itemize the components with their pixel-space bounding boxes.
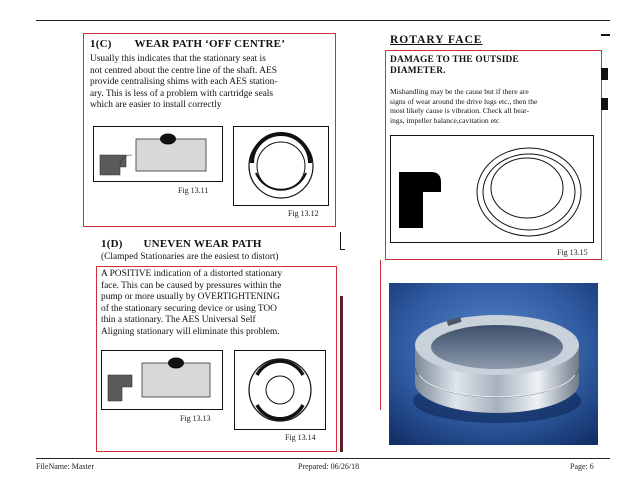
off-centre-ring-drawing [234, 127, 328, 205]
section-d-text [101, 269, 332, 339]
rotary-line: Mishandling may be the cause but if there are [390, 87, 529, 96]
section-c-line: not centred about the centre line of the shaft. AES [90, 65, 277, 76]
section-c-heading [90, 38, 330, 50]
fig-13-12-diagram [233, 126, 329, 206]
section-d-line: pump or more usually by OVERTIGHTENING [101, 292, 280, 303]
fig-13-15-diagram [390, 135, 594, 243]
edge-marker-mid [601, 98, 608, 110]
connector-line [380, 260, 381, 410]
footer-page: Page: 6 [570, 462, 594, 471]
fig-13-13-diagram [101, 350, 223, 410]
section-c-title: WEAR PATH ‘OFF CENTRE’ [134, 38, 286, 50]
dash-mark [601, 34, 610, 36]
corner-mark [340, 232, 345, 250]
section-c-text [90, 54, 330, 112]
section-c-line: which are easier to install correctly [90, 100, 222, 111]
section-d-subtitle: (Clamped Stationaries are the easiest to distort) [101, 252, 279, 262]
inner-ring [266, 376, 294, 404]
section-d-title: UNEVEN WEAR PATH [143, 238, 262, 250]
seal-ring-photo-illustration [389, 283, 598, 445]
outer-ring [249, 359, 311, 421]
section-c-line: Usually this indicates that the stationary seat is [90, 54, 266, 64]
seal-offset-drawing [94, 127, 222, 181]
footer-rule [36, 458, 610, 459]
section-d-line: thin a stationary. The AES Universal Self [101, 315, 256, 326]
section-d-line: face. This can be caused by pressures within the [101, 280, 282, 291]
section-d-number: 1(D) [101, 238, 123, 250]
shaft-sleeve-shape [108, 375, 132, 401]
rotary-line: most likely cause is vibration. Check all bear- [390, 106, 530, 116]
section-c-line: ary. This is less of a problem with cartridge seals [90, 88, 274, 99]
wear-path-arc-lower [256, 173, 306, 190]
rotary-face-photo [389, 283, 598, 445]
header-rule [36, 20, 610, 21]
footer-filename: FileName: Master [36, 462, 94, 471]
section-d-heading [101, 238, 341, 250]
distorted-seal-drawing [102, 351, 222, 409]
edge-marker-top [601, 68, 608, 80]
wear-ring-mark [160, 134, 176, 145]
fig-13-15-label: Fig 13.15 [557, 248, 588, 257]
footer-prepared: Prepared: 06/26/18 [298, 462, 360, 471]
fig-13-12-label: Fig 13.12 [288, 209, 319, 218]
wear-path-arc [252, 134, 310, 163]
fig-13-11-label: Fig 13.11 [178, 186, 209, 195]
section-c-line: provide centralising shims with each AES station- [90, 77, 278, 88]
rotary-heading [390, 55, 590, 77]
uneven-ring-drawing [235, 351, 325, 429]
fig-13-11-diagram [93, 126, 223, 182]
rotary-line: signs of wear around the drive lugs etc., then the [390, 96, 538, 106]
rotary-outer-ring [477, 148, 581, 236]
rotary-heading-line: DAMAGE TO THE OUTSIDE [390, 55, 519, 65]
section-d-line: A POSITIVE indication of a distorted stationary [101, 269, 283, 279]
section-c-number: 1(C) [90, 38, 112, 50]
ring-bore [431, 325, 563, 369]
shaft-sleeve-shape [100, 155, 126, 175]
wear-ring-mark [168, 358, 184, 369]
rotary-face-title: ROTARY FACE [390, 34, 483, 46]
fig-13-14-diagram [234, 350, 326, 430]
rotary-inner-ring [491, 158, 563, 218]
rotary-line: ings, impeller balance,cavitation etc [390, 115, 500, 125]
rotary-heading-line: DIAMETER. [390, 66, 446, 76]
fig-13-13-label: Fig 13.13 [180, 414, 211, 423]
dark-side-rule [340, 296, 343, 452]
rotary-damage-drawing [391, 136, 593, 242]
fig-13-14-label: Fig 13.14 [285, 433, 316, 442]
rotary-mid-ring [483, 154, 575, 230]
rotary-text [390, 87, 595, 125]
section-d-line: of the stationary securing device or using TOO [101, 303, 277, 314]
section-d-line: Aligning stationary will eliminate this problem. [101, 326, 280, 337]
rotary-section-shape [399, 172, 441, 228]
